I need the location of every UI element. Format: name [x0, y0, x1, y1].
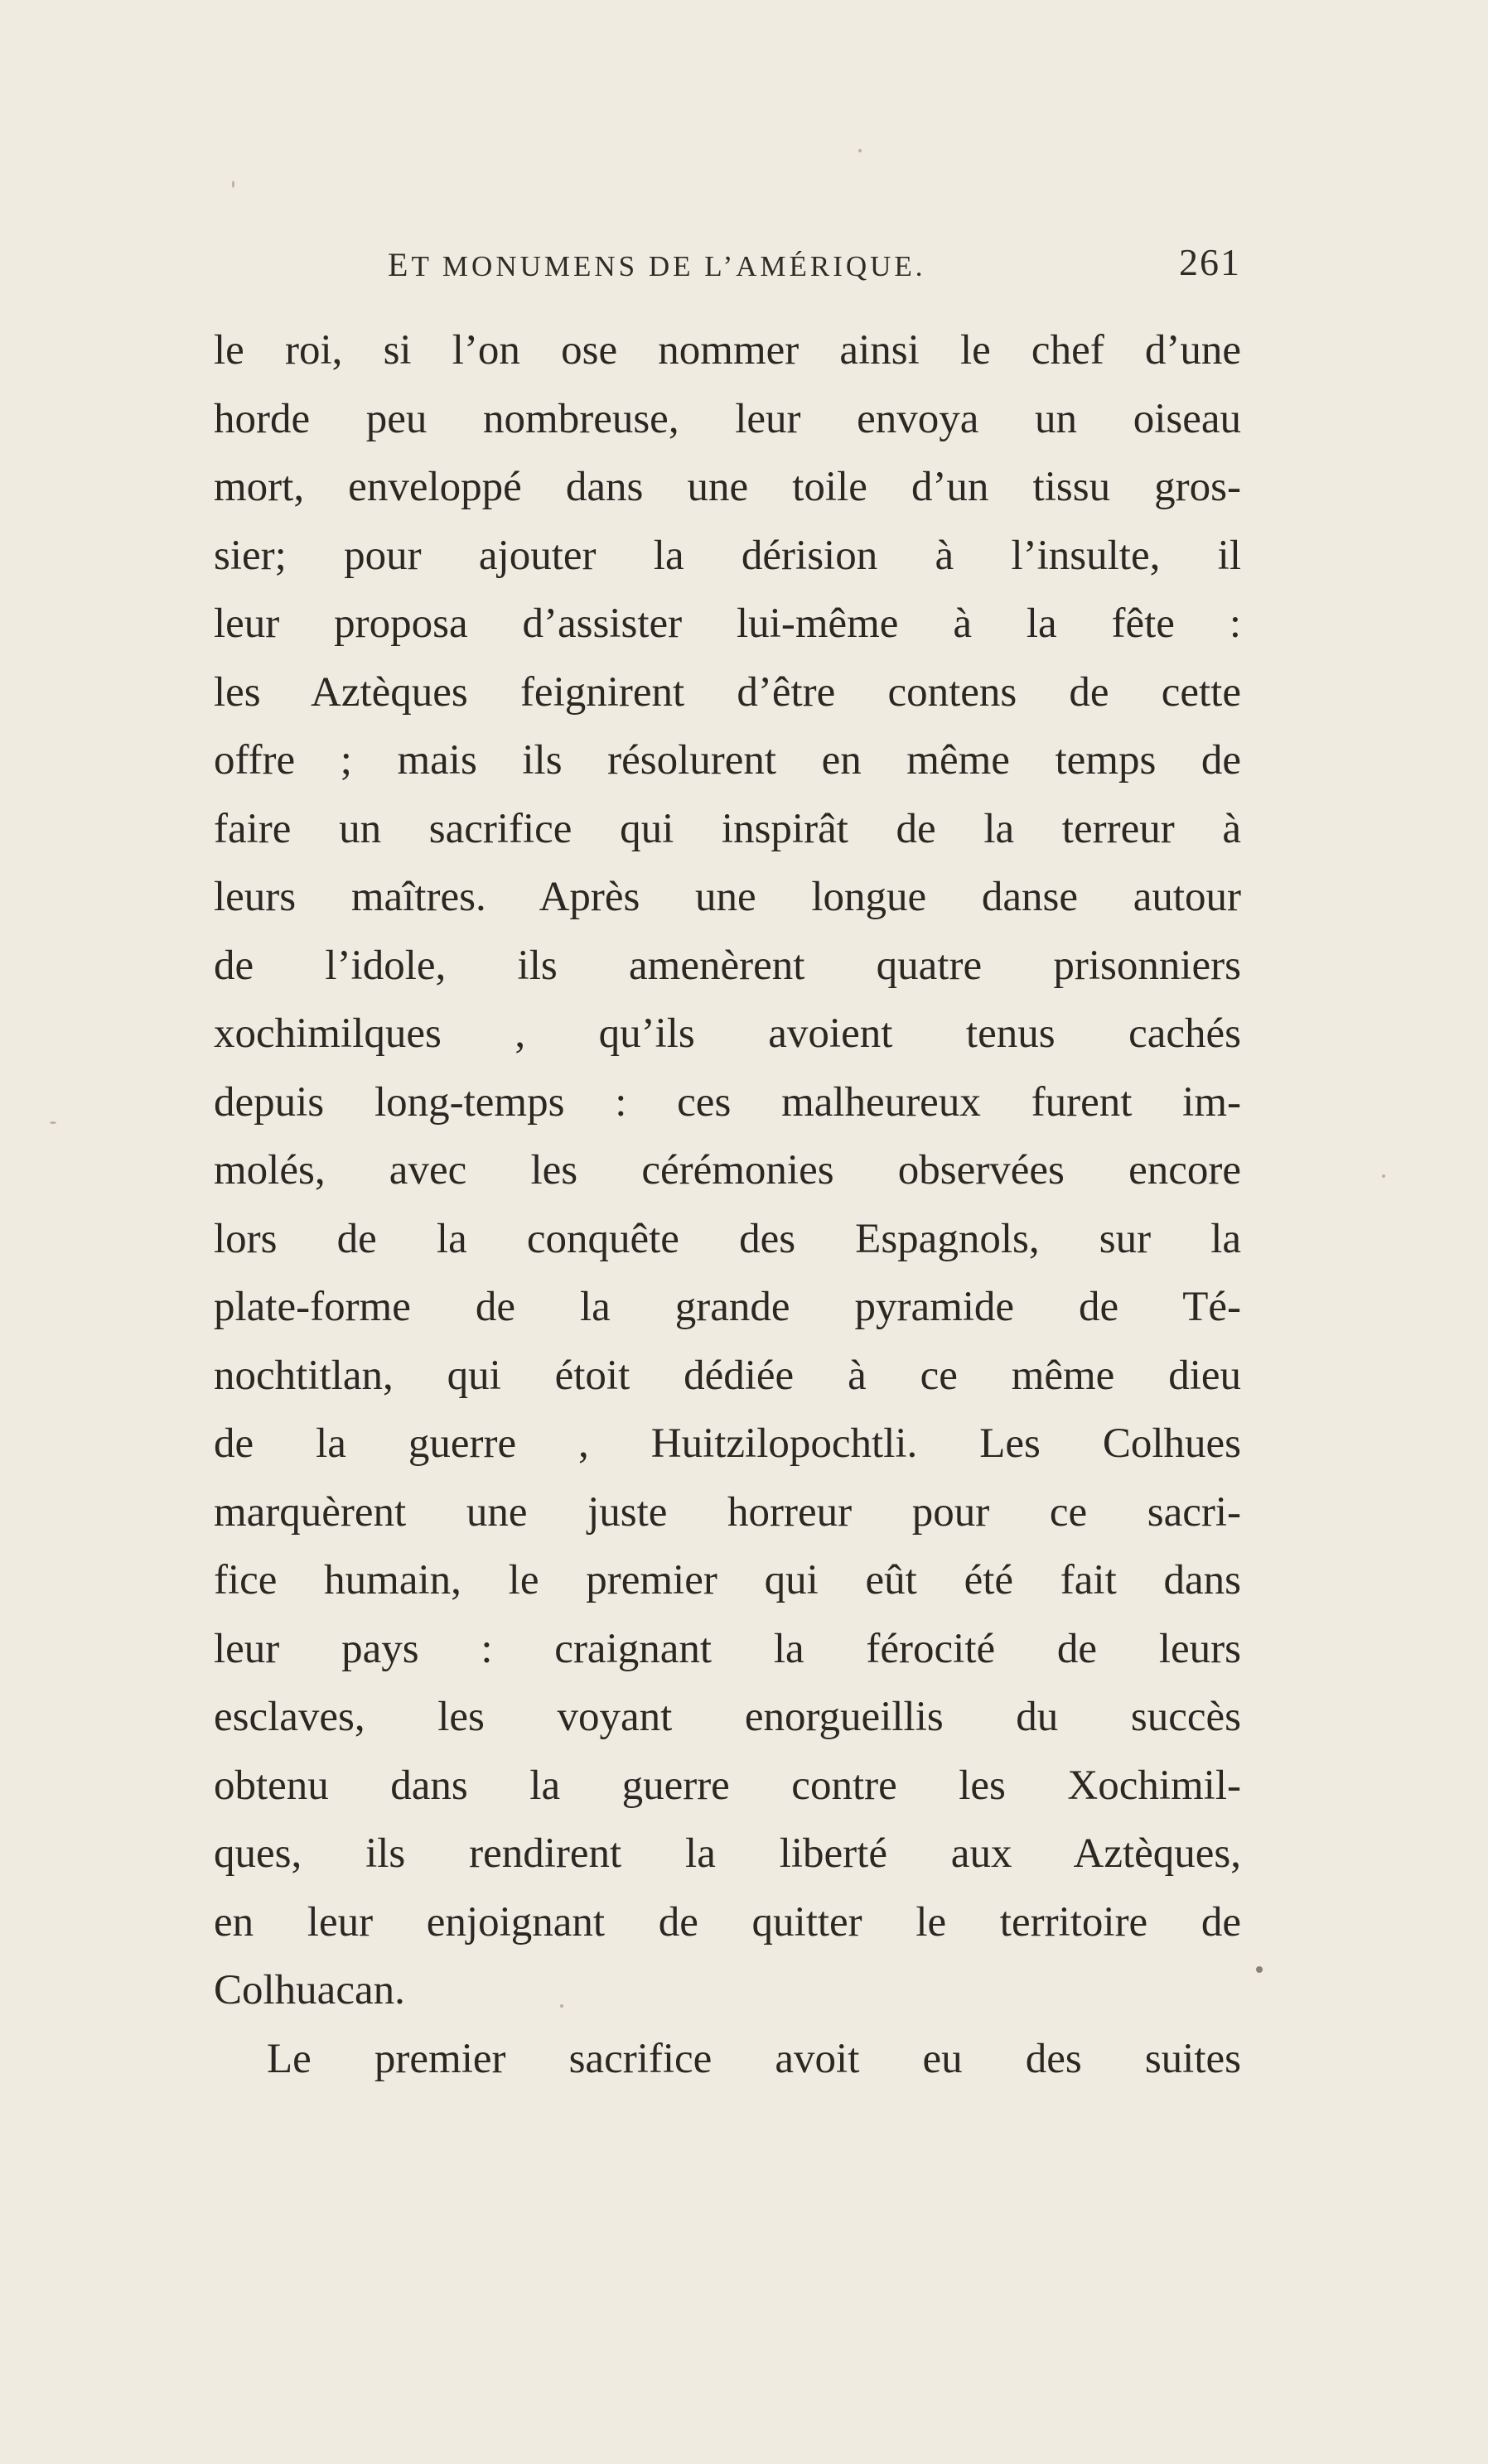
text-line: leur pays : craignant la férocité de leurs: [214, 1625, 1241, 1672]
text-line: Colhuacan.: [214, 1967, 405, 2013]
text-line: molés, avec les cérémonies observées encore: [214, 1147, 1241, 1193]
paper-speck: [1382, 1174, 1385, 1178]
text-line: xochimilques , qu’ils avoient tenus cachés: [214, 1010, 1241, 1057]
running-head: [214, 241, 1241, 295]
text-line: de l’idole, ils amenèrent quatre prisonniers: [214, 942, 1241, 989]
text-line: de la guerre , Huitzilopochtli. Les Colhues: [214, 1420, 1241, 1467]
text-line: obtenu dans la guerre contre les Xochimil-: [214, 1762, 1241, 1809]
paper-speck: [858, 149, 862, 152]
page-number: 261: [1179, 241, 1241, 283]
text-line: leur proposa d’assister lui-même à la fête :: [214, 600, 1241, 647]
text-line: lors de la conquête des Espagnols, sur la: [214, 1215, 1241, 1262]
text-line: en leur enjoignant de quitter le territoire de: [214, 1898, 1241, 1946]
paper-speck: [50, 1121, 56, 1124]
paper-speck: [232, 181, 234, 188]
text-line: esclaves, les voyant enorgueillis du succès: [214, 1694, 1241, 1740]
text-line: mort, enveloppé dans une toile d’un tissu gros-: [214, 464, 1241, 510]
text-line: faire un sacrifice qui inspirât de la terreur à: [214, 805, 1241, 852]
text-line: nochtitlan, qui étoit dédiée à ce même dieu: [214, 1352, 1241, 1399]
running-title-initial: E: [388, 246, 412, 283]
body-text: [214, 316, 1241, 2093]
text-line: depuis long-temps : ces malheureux furent im-: [214, 1078, 1241, 1126]
text-line: le roi, si l’on ose nommer ainsi le chef d’une: [214, 327, 1241, 374]
text-line: marquèrent une juste horreur pour ce sacri-: [214, 1488, 1241, 1536]
running-title-rest: T MONUMENS DE L’AMÉRIQUE.: [411, 250, 926, 282]
text-line: Le premier sacrifice avoit eu des suites: [267, 2035, 1241, 2082]
paper-speck: [1256, 1966, 1263, 1973]
text-line: offre ; mais ils résolurent en même temps de: [214, 737, 1241, 784]
text-line: leurs maîtres. Après une longue danse autour: [214, 874, 1241, 920]
text-line: fice humain, le premier qui eût été fait dans: [214, 1557, 1241, 1603]
text-line: plate-forme de la grande pyramide de Té-: [214, 1284, 1241, 1330]
text-line: sier; pour ajouter la dérision à l’insulte, il: [214, 532, 1241, 579]
text-line: horde peu nombreuse, leur envoya un oiseau: [214, 395, 1241, 442]
text-line: les Aztèques feignirent d’être contens de cette: [214, 668, 1241, 716]
text-line: ques, ils rendirent la liberté aux Aztèques,: [214, 1830, 1241, 1877]
running-title: [388, 245, 926, 284]
